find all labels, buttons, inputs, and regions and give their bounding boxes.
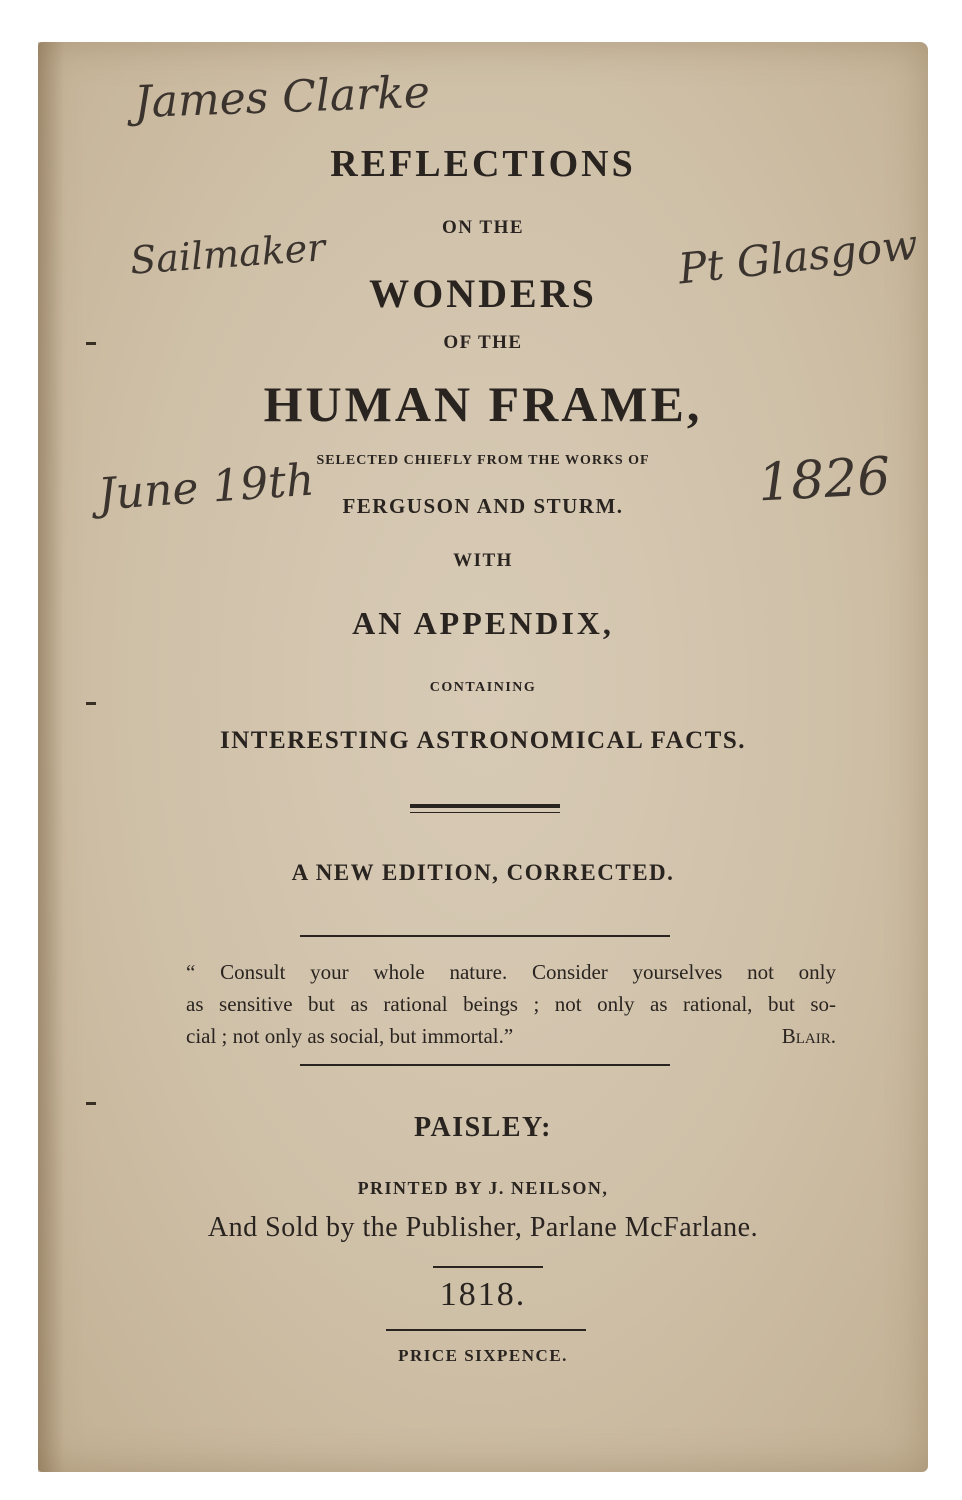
- appendix-heading: AN APPENDIX,: [352, 605, 614, 641]
- appendix-subject: INTERESTING ASTRONOMICAL FACTS.: [219, 727, 746, 754]
- epigraph-line: cial ; not only as social, but immortal.”: [186, 1024, 514, 1048]
- epigraph: [186, 956, 836, 1052]
- title-line-reflections: REFLECTIONS: [330, 143, 636, 185]
- title-line-of-the: OF THE: [443, 332, 523, 353]
- containing-line: CONTAINING: [429, 680, 537, 695]
- epigraph-rule-bottom: [300, 1064, 670, 1066]
- double-rule-top: [410, 804, 560, 808]
- handwritten-place: Pt Glasgow: [676, 219, 921, 294]
- binding-stitch: [86, 702, 96, 705]
- epigraph-line: as sensitive but as rational beings ; not only as rational, but so-: [186, 992, 836, 1016]
- imprint-place: PAISLEY:: [413, 1112, 553, 1143]
- source-authors: FERGUSON AND STURM.: [342, 494, 624, 518]
- handwritten-occupation: Sailmaker: [128, 225, 327, 283]
- handwritten-date: June 19th: [96, 454, 316, 521]
- handwritten-year: 1826: [756, 446, 892, 514]
- binding-stitch: [86, 1102, 96, 1105]
- title-line-on-the: ON THE: [441, 217, 525, 238]
- imprint-printer: PRINTED BY J. NEILSON,: [357, 1178, 609, 1198]
- price-rule: [386, 1329, 586, 1331]
- price-line: PRICE SIXPENCE.: [398, 1346, 568, 1365]
- imprint-rule: [433, 1266, 543, 1268]
- edition-line: A NEW EDITION, CORRECTED.: [291, 860, 675, 885]
- epigraph-author: Blair.: [781, 1024, 836, 1048]
- title-line-human-frame: HUMAN FRAME,: [263, 376, 703, 432]
- title-page: [38, 42, 928, 1472]
- epigraph-line: “ Consult your whole nature. Consider yourselves not only: [186, 960, 836, 984]
- epigraph-line-last: [186, 1020, 836, 1052]
- source-line: SELECTED CHIEFLY FROM THE WORKS OF: [316, 453, 650, 468]
- with-line: WITH: [453, 550, 513, 571]
- imprint-year: 1818.: [439, 1276, 527, 1313]
- handwritten-name: James Clarke: [133, 66, 431, 129]
- title-line-wonders: WONDERS: [369, 271, 597, 316]
- imprint-seller: And Sold by the Publisher, Parlane McFarlane.: [207, 1212, 759, 1243]
- double-rule-bottom: [410, 812, 560, 813]
- epigraph-rule-top: [300, 935, 670, 937]
